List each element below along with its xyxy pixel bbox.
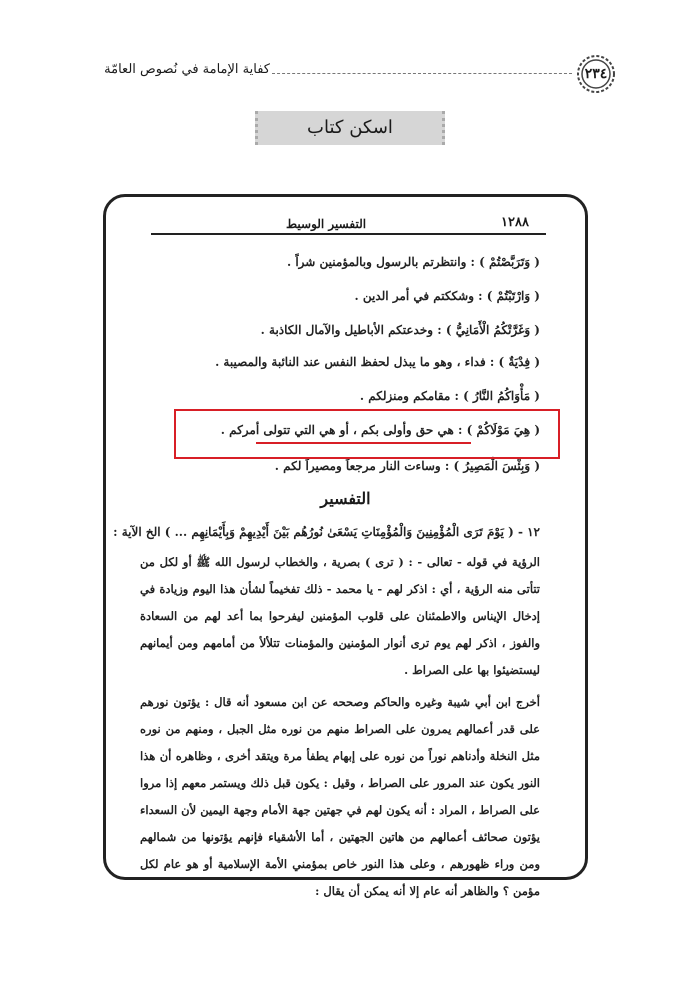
highlight-box [174,409,560,459]
paragraph: أخرج ابن أبي شيبة وغيره والحاكم وصححه عن ابن مسعود أنه قال : يؤتون نورهم على قدر أعمالهم يمرون على الصراط منهم من نوره مثل الجبل ، ومنهم من نوره مثل النخلة وأدناهم نوراً من نوره على إبهام يطفأ مرة ويتقد أخرى ، وظاهره أن هذا النور يكون عند المرور على الصراط ، وقيل : يكون قبل ذلك ويستمر معهم إذا مروا على الصراط ، المراد : أنه يكون لهم في جهتين جهة الأمام وجهة اليمين لأن السعداء يؤتون صحائف أعمالهم من هاتين الجهتين ، أما الأشقياء فإنهم يؤتونها من شمالهم ومن وراء ظهورهم ، وعلى هذا النور خاص بمؤمني الأمة الإسلامية أو هو عام لكل مؤمن ؟ والظاهر أنه عام إلا أنه يمكن أن يقال : [140,695,540,898]
scan-label: اسكن كتاب [255,111,445,145]
book-title: كفاية الإمامة في نُصوص العامّة [104,62,270,77]
page-number: ٢٣٤ [584,66,608,82]
header-rule [151,233,546,235]
glossary-line-highlighted: ( هِيَ مَوْلَاكُمْ ) : هي حق وأولى بكم ، أو هي التي تتولى أمركم . [220,423,540,437]
glossary-line: ( مَأْوَاكُمُ النَّارُ ) : مقامكم ومنزلكم . [359,389,540,403]
glossary-line: ( وَبِئْسَ الْمَصِيرُ ) : وساءت النار مرجعاً ومصيراً لكم . [274,459,540,473]
scanned-page-content [106,197,585,898]
section-title: التفسير [320,489,371,508]
glossary-line: ( وَتَرَبَّصْتُمْ ) : وانتظرتم بالرسول وبالمؤمنين شراً . [286,255,540,269]
page-number-medallion [576,54,616,94]
page-reference: ١٢٨٨ [501,215,529,230]
highlight-underline [256,442,471,444]
glossary-line: ( وَارْتَبْتُمْ ) : وشككتم في أمر الدين . [354,289,540,303]
paragraph: الرؤية في قوله - تعالى - : ( ترى ) بصرية ، والخطاب لرسول الله ﷺ أو لكل من تتأتى منه الرؤية ، أي : اذكر لهم - يا محمد - ذلك تفخيماً لشأن هذا اليوم وزيادة في إدخال الإيناس والاطمئنان على قلوب المؤمنين ليفرحوا بما أعد لهم من السعادة والفوز ، اذكر لهم يوم ترى أنوار المؤمنين والمؤمنات تتلألأ من أمامهم ومن أيمانهم ليستضيئوا بها على الصراط . [140,555,540,677]
glossary-line: ( وَغَرَّتْكُمُ الْأَمَانِيُّ ) : وخدعتكم الأباطيل والآمال الكاذبة . [260,323,540,337]
running-head: التفسير الوسيط [286,217,367,231]
glossary-line: ( فِدْيَةٌ ) : فداء ، وهو ما يبذل لحفظ النفس عند النائبة والمصيبة . [215,355,540,369]
verse-line: ١٢ - ( يَوْمَ تَرَى الْمُؤْمِنِينَ وَالْمُؤْمِنَاتِ يَسْعَىٰ نُورُهُم بَيْنَ أَيْدِيهِمْ وَبِأَيْمَانِهِم ... ) الخ الآية : [113,525,540,539]
header-divider [272,73,572,74]
scanned-page [103,194,588,898]
